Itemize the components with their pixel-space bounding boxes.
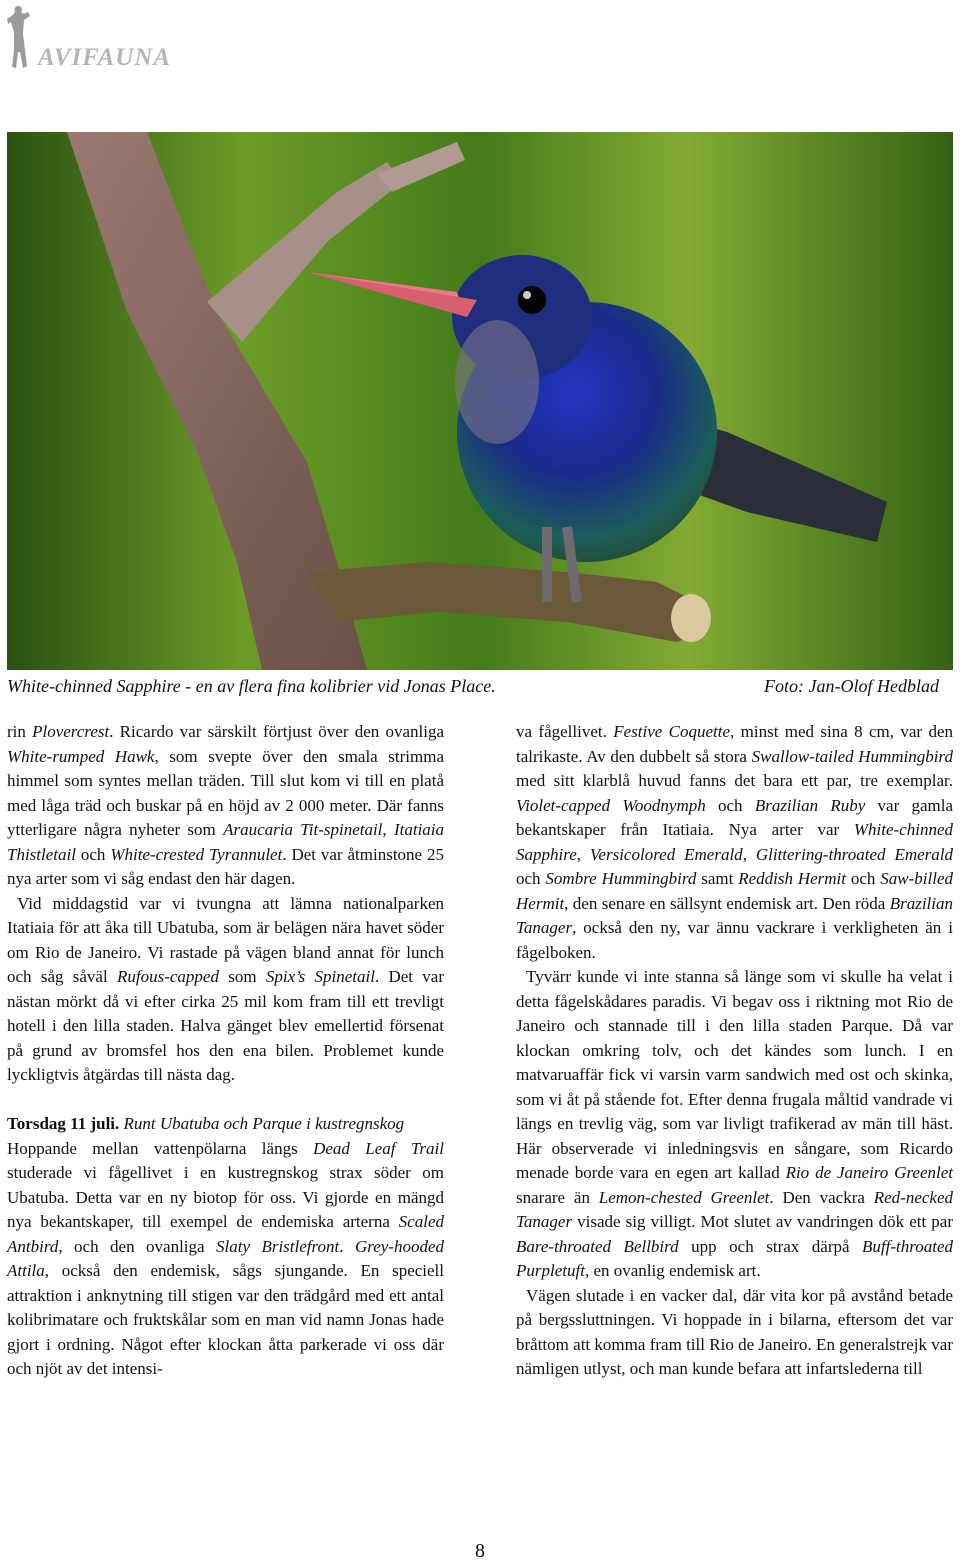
heading-title: Runt Ubatuba och Parque i kustregnskog xyxy=(119,1114,405,1133)
caption-text: - en av flera fina kolibrier vid Jonas Place. xyxy=(180,676,496,696)
section-heading xyxy=(7,1112,444,1137)
right-column xyxy=(516,720,953,1382)
avifauna-logo xyxy=(6,4,186,74)
hummingbird-photo xyxy=(7,132,953,670)
birdwatcher-figure-icon xyxy=(6,4,32,70)
photo-caption xyxy=(7,674,939,698)
paragraph: rin Plovercrest. Ricardo var särskilt förtjust över den ovanliga White-rumped Hawk, som svepte över den smala strimma himmel som syntes mellan träden. Till slut kom vi till en platå med låga träd och buskar på en höjd av 2 000 meter. Där fanns ytterligare några nyheter som Araucaria Tit-spinetail, Itatiaia Thistletail och White-crested Tyrannulet. Det var åtminstone 25 nya arter som vi såg endast den här dagen. xyxy=(7,722,445,888)
left-column xyxy=(7,720,444,1382)
paragraph: va fågellivet. Festive Coquette, minst med sina 8 cm, var den talrikaste. Av den dubbelt så stora Swallow-tailed Hummingbird med sitt klarblå huvud fanns det bara ett par, tre exemplar. Violet-capped Woodnymph och Brazilian Ruby var gamla bekantskaper från Itatiaia. Nya arter var White-chinned Sapphire, Versicolored Emerald, Glittering-throated Emerald och Sombre Hummingbird samt Reddish Hermit och Saw-billed Hermit, den senare en sällsynt endemisk art. Den röda Brazilian Tanager, också den ny, var ännu vackrare i verkligheten än i fågelboken. xyxy=(516,722,954,962)
paragraph: Vägen slutade i en vacker dal, där vita kor på avstånd betade på bergssluttningen. Vi hoppade in i bilarna, eftersom det var bråttom att komma fram till Rio de Janeiro. En generalstrejk var nämligen utlyst, och man kunde befara att infartslederna till xyxy=(516,1285,953,1378)
paragraph: Hoppande mellan vattenpölarna längs Dead Leaf Trail studerade vi fågellivet i en kustregnskog strax söder om Ubatuba. Detta var en ny biotop för oss. Vi gjorde en mängd nya bekantskaper, till exempel de endemiska arterna Scaled Antbird, och den ovanliga Slaty Bristlefront. Grey-hooded Attila, också den endemisk, sågs sjungande. En speciell attraktion i anknytning till stigen var den trädgård med ett antal kolibrimatare och fruktskålar som en man vid namn Jonas hade gjort i ordning. Något efter klockan åtta parkerade vi oss där och njöt av det intensi- xyxy=(7,1138,444,1378)
heading-date: Torsdag 11 juli. xyxy=(7,1114,120,1133)
page-number: 8 xyxy=(475,1540,485,1562)
brand-name: AVIFAUNA xyxy=(38,44,172,71)
paragraph: Tyvärr kunde vi inte stanna så länge som vi skulle ha velat i detta fågelskådares paradis. Vi begav oss i riktning mot Rio de Janeiro och stannade till i den lilla staden Parque. Då var klockan omkring tolv, och det kändes som lunch. I en matvaruaffär fick vi varsin varm sandwich med ost och skinka, som vi åt på stående fot. Efter denna frugala måltid vandrade vi längs en trevlig väg, som var livligt trafikerad av män till häst. Här observerade vi inledningsvis en sångare, som Ricardo menade borde vara en egen art kallad Rio de Janeiro Greenlet snarare än Lemon-chested Greenlet. Den vackra Red-necked Tanager visade sig villigt. Mot slutet av vandringen dök ett par Bare-throated Bellbird upp och strax därpå Buff-throated Purpletuft, en ovanlig endemisk art. xyxy=(516,967,954,1280)
caption-species: White-chinned Sapphire xyxy=(7,676,181,696)
photo-credit: Foto: Jan-Olof Hedblad xyxy=(764,676,939,696)
paragraph: Vid middagstid var vi tvungna att lämna nationalparken Itatiaia för att åka till Ubatuba, som är belägen nära havet söder om Rio de Janeiro. Vi rastade på vägen bland annat för lunch och såg såväl Rufous-capped som Spix’s Spinetail. Det var nästan mörkt då vi efter cirka 25 mil kom fram till ett trevligt hotell i den lilla staden. Halva gänget blev emellertid försenat på grund av bromsfel hos den ena bilen. Problemet kunde lyckligtvis åtgärdas till nästa dag. xyxy=(7,893,444,1084)
